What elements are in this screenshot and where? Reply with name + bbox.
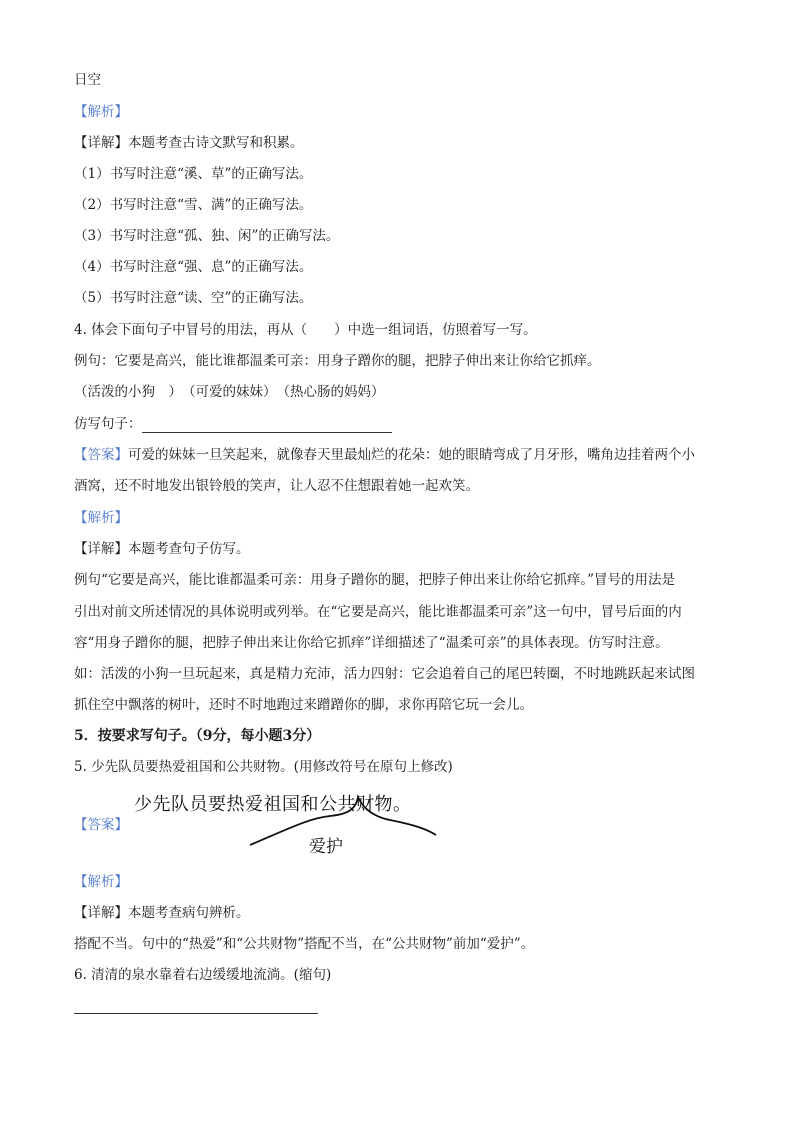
answer-continued: 酒窝，还不时地发出银铃般的笑声，让人忍不住想跟着她一起欢笑。	[74, 478, 479, 494]
explanation-text: 本题考查古诗文默写和积累。	[128, 135, 304, 151]
answer-tag: 【答案】	[74, 447, 128, 463]
explanation-tag-3: 【详解】	[74, 905, 128, 921]
note-5: （5）书写时注意“读、空”的正确写法。	[74, 290, 313, 306]
question-4: 4. 体会下面句子中冒号的用法，再从（ ）中选一组词语，仿照着写一写。	[74, 322, 537, 338]
handwritten-sentence: 少先队员要热爱祖国和公共财物。	[134, 794, 412, 815]
explanation-paragraph-2: 引出对前文所述情况的具体说明或列举。在“它要是高兴，能比谁都温柔可亲”这一句中，冒号后面的内	[74, 604, 682, 620]
explanation-tag: 【详解】	[74, 135, 128, 151]
section-5-heading: 5．按要求写句子。（9分，每小题3分）	[74, 728, 321, 744]
explanation-paragraph-3: 容“用身子蹭你的腿，把脖子伸出来让你给它抓痒”详细描述了“温柔可亲”的具体表现。仿写时注意。	[74, 635, 669, 651]
note-1: （1）书写时注意“溪、草”的正确写法。	[74, 166, 313, 182]
explanation-paragraph-1: 例句“它要是高兴，能比谁都温柔可亲：用身子蹭你的腿，把脖子伸出来让你给它抓痒。”冒号的用法是	[74, 572, 676, 588]
imitation-label: 仿写句子：	[74, 416, 142, 432]
question-6: 6. 清清的泉水靠着右边缓缓地流淌。(缩句)	[74, 967, 332, 983]
insertion-arc	[250, 797, 436, 845]
analysis-label-2: 【解析】	[74, 510, 128, 526]
question-5: 5. 少先队员要热爱祖国和公共财物。(用修改符号在原句上修改)	[74, 759, 453, 775]
analysis-label-3: 【解析】	[74, 874, 128, 890]
explanation-text-3: 本题考查病句辨析。	[128, 905, 250, 921]
analysis-label: 【解析】	[74, 104, 128, 120]
answer-fragment: 日空	[74, 72, 101, 88]
note-3: （3）书写时注意“孤、独、闲”的正确写法。	[74, 228, 340, 244]
handwritten-insertion: 爱护	[309, 837, 343, 857]
explanation-paragraph-6: 搭配不当。句中的“热爱”和“公共财物”搭配不当，在“公共财物”前加“爱护”。	[74, 936, 535, 952]
answer-blank-6	[74, 1013, 318, 1014]
note-4: （4）书写时注意“强、息”的正确写法。	[74, 259, 313, 275]
explanation-paragraph-5: 抓住空中飘落的树叶，还时不时地跑过来蹭蹭你的脚，求你再陪它玩一会儿。	[74, 697, 533, 713]
note-2: （2）书写时注意“雪、满”的正确写法。	[74, 197, 313, 213]
explanation-text-2: 本题考查句子仿写。	[128, 541, 250, 557]
answer-text: 可爱的妹妹一旦笑起来，就像春天里最灿烂的花朵：她的眼睛弯成了月牙形，嘴角边挂着两个小	[128, 447, 695, 463]
explanation-tag-2: 【详解】	[74, 541, 128, 557]
explanation-line-3	[74, 904, 250, 922]
example-sentence: 例句：它要是高兴，能比谁都温柔可亲：用身子蹭你的腿，把脖子伸出来让你给它抓痒。	[74, 353, 601, 369]
word-options: （活泼的小狗 ） （可爱的妹妹） （热心肠的妈妈）	[74, 384, 385, 400]
answer-label-5: 【答案】	[74, 817, 128, 833]
explanation-paragraph-4: 如：活泼的小狗一旦玩起来，真是精力充沛，活力四射：它会追着自己的尾巴转圈，不时地跳跃起来试图	[74, 666, 695, 682]
